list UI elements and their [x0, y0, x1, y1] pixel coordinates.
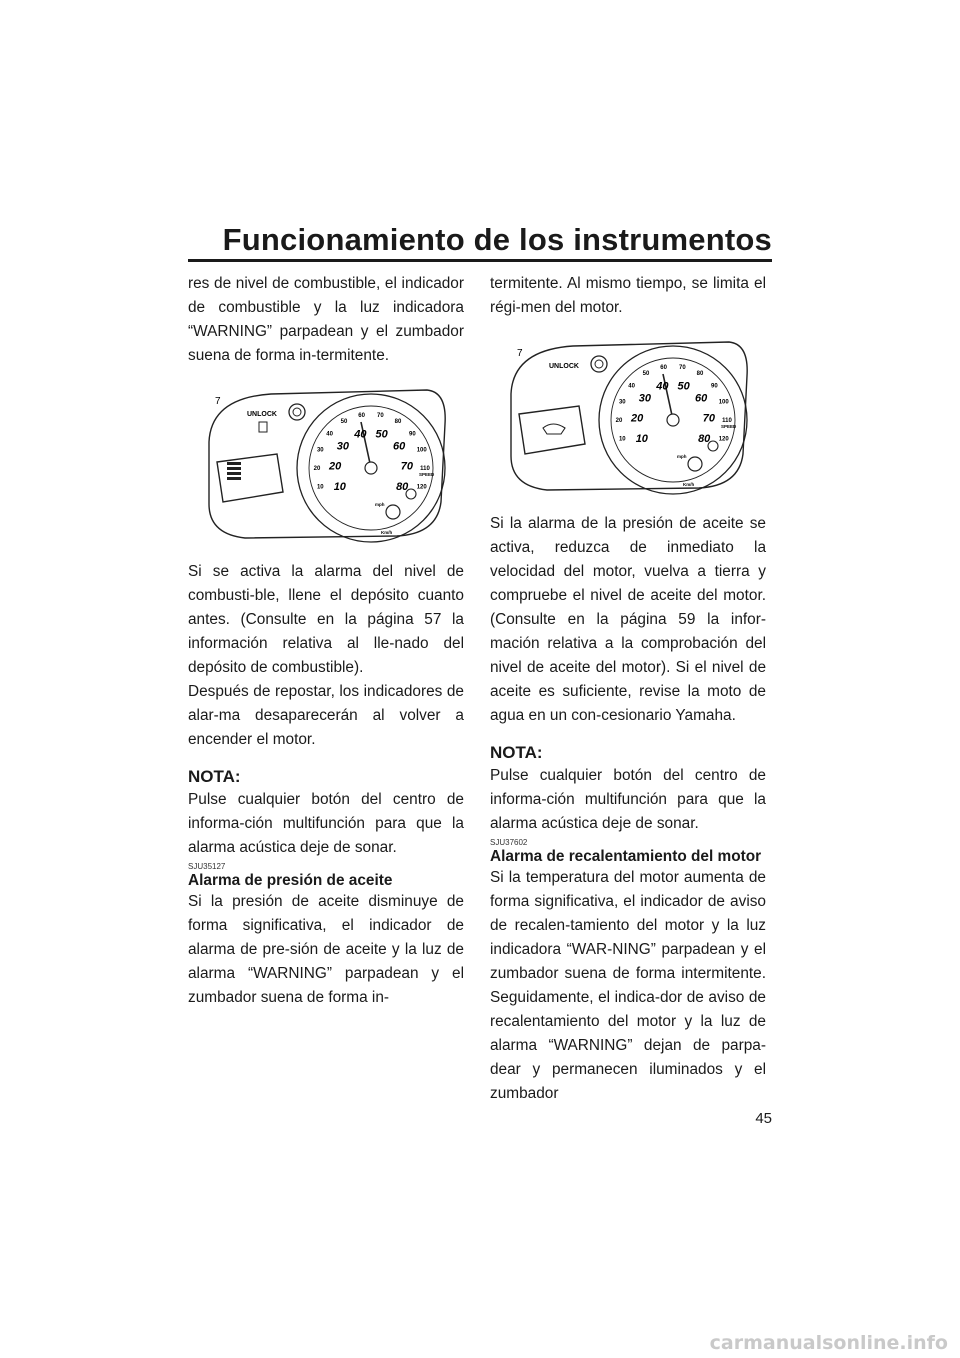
- gauge-inner-tick-label: 20: [328, 460, 342, 473]
- gauge-outer-tick-label: 30: [316, 447, 324, 454]
- gauge-outer-tick-label: 120: [718, 436, 729, 443]
- gauge-mph-label: mph: [677, 454, 687, 459]
- gauge-outer-tick-label: 10: [618, 436, 626, 443]
- gauge-inner-tick-label: 30: [638, 392, 652, 405]
- gauge-inner-tick-label: 10: [635, 433, 648, 445]
- gauge-speed-label: SPEED: [419, 472, 435, 477]
- nota-text-left: Pulse cualquier botón del centro de informa-ción multifunción para que la alarma acústica deje de sonar.: [188, 791, 464, 856]
- gauge-outer-tick-label: 110: [722, 418, 732, 424]
- gauge-outer-tick-label: 70: [377, 412, 384, 419]
- section-title-overheat: Alarma de recalentamiento del motor: [490, 848, 762, 865]
- svg-text:7: 7: [215, 396, 221, 407]
- gauge-inner-tick-label: 50: [677, 380, 690, 393]
- gauge-kmh-label: Km/h: [381, 530, 393, 535]
- gauge-speed-label: SPEED: [721, 424, 737, 429]
- gauge-inner-tick-label: 70: [400, 460, 414, 473]
- gauge-outer-tick-label: 100: [416, 447, 427, 454]
- nota-label-right: NOTA:: [490, 743, 543, 762]
- right-column: [490, 272, 766, 1106]
- gauge-inner-tick-label: 40: [354, 428, 367, 441]
- gauge-outer-tick-label: 90: [409, 431, 416, 438]
- gauge-outer-tick-label: 40: [628, 383, 635, 390]
- section-code-oil: SJU35127: [188, 862, 226, 871]
- gauge-outer-tick-label: 100: [718, 399, 729, 406]
- gauge-inner-tick-label: 20: [630, 412, 644, 425]
- gauge-outer-tick-label: 110: [420, 466, 430, 472]
- gauge-inner-tick-label: 60: [694, 392, 708, 405]
- gauge-outer-tick-label: 60: [358, 412, 365, 419]
- gauge-inner-tick-label: 50: [375, 428, 388, 441]
- fuel-warning-gauge-figure: [201, 384, 451, 544]
- gauge-outer-tick-label: 80: [394, 419, 402, 426]
- right-para-2: Si la alarma de la presión de aceite se activa, reduzca de inmediato la velocidad del motor, vuelva a tierra y compruebe el nivel de aceite del motor. (Consulte en la página 59 la infor-mación relativa a la comprobación del nivel de aceite del motor). Si el nivel de aceite es suficiente, revise la moto de agua en un con-cesionario Yamaha.: [490, 515, 766, 724]
- gauge-mph-label: mph: [375, 502, 385, 507]
- gauge-outer-tick-label: 70: [679, 364, 686, 371]
- gauge-outer-tick-label: 50: [340, 419, 348, 426]
- gauge-outer-tick-label: 40: [326, 431, 333, 438]
- page-number: 45: [755, 1110, 772, 1127]
- gauge-outer-tick-label: 20: [313, 466, 321, 472]
- gauge-inner-tick-label: 80: [698, 433, 711, 445]
- gauge-inner-tick-label: 40: [656, 380, 669, 393]
- right-para-3: Si la temperatura del motor aumenta de forma significativa, el indicador de aviso de recalen-tamiento del motor y la luz indicadora “WAR-NING” parpadean y el zumbador suena de forma intermitente. Seguidamente, el indica-dor de aviso de recalentamiento del motor y la luz de alarma “WARNING” dejan de parpa-dear y permanecen iluminados y el zumbador: [490, 869, 766, 1102]
- gauge-inner-tick-label: 70: [702, 412, 716, 425]
- unlock-label: UNLOCK: [247, 411, 277, 418]
- watermark: carmanualsonline.info: [709, 1332, 948, 1354]
- left-column: [188, 272, 464, 1010]
- gauge-outer-tick-label: 10: [316, 484, 324, 491]
- left-para-4: Si la presión de aceite disminuye de forma significativa, el indicador de alarma de pre-sión de aceite y la luz de alarma “WARNING” parpadean y el zumbador suena de forma in-: [188, 893, 464, 1006]
- gauge-outer-tick-label: 90: [711, 383, 718, 390]
- gauge-inner-tick-label: 80: [396, 481, 409, 493]
- page-title: Funcionamiento de los instrumentos: [222, 222, 772, 257]
- left-para-2: Si se activa la alarma del nivel de combusti-ble, llene el depósito cuanto antes. (Consulte en la página 57 la información relativa al lle-nado del depósito de combustible).: [188, 563, 464, 676]
- gauge-kmh-label: Km/h: [683, 482, 695, 487]
- gauge-outer-tick-label: 20: [615, 418, 623, 424]
- oil-pressure-gauge-figure: [503, 336, 753, 496]
- gauge-outer-tick-label: 80: [696, 371, 704, 378]
- nota-text-right: Pulse cualquier botón del centro de informa-ción multifunción para que la alarma acústica deje de sonar.: [490, 767, 766, 832]
- section-title-oil-pressure: Alarma de presión de aceite: [188, 872, 393, 889]
- right-para-1: termitente. Al mismo tiempo, se limita el régi-men del motor.: [490, 275, 766, 316]
- svg-text:7: 7: [517, 348, 523, 359]
- gauge-inner-tick-label: 60: [392, 440, 406, 453]
- gauge-inner-tick-label: 30: [336, 440, 350, 453]
- gauge-outer-tick-label: 30: [618, 399, 626, 406]
- gauge-outer-tick-label: 50: [642, 371, 650, 378]
- gauge-outer-tick-label: 120: [416, 484, 427, 491]
- left-para-3: Después de repostar, los indicadores de alar-ma desaparecerán al volver a encender el motor.: [188, 683, 464, 748]
- title-rule: [188, 259, 772, 262]
- unlock-label-2: UNLOCK: [549, 363, 579, 370]
- nota-label-left: NOTA:: [188, 767, 241, 786]
- left-para-1: res de nivel de combustible, el indicador de combustible y la luz indicadora “WARNING” parpadean y el zumbador suena de forma in-termitente.: [188, 275, 464, 364]
- gauge-outer-tick-label: 60: [660, 364, 667, 371]
- gauge-inner-tick-label: 10: [333, 481, 346, 493]
- section-code-overheat: SJU37602: [490, 838, 528, 847]
